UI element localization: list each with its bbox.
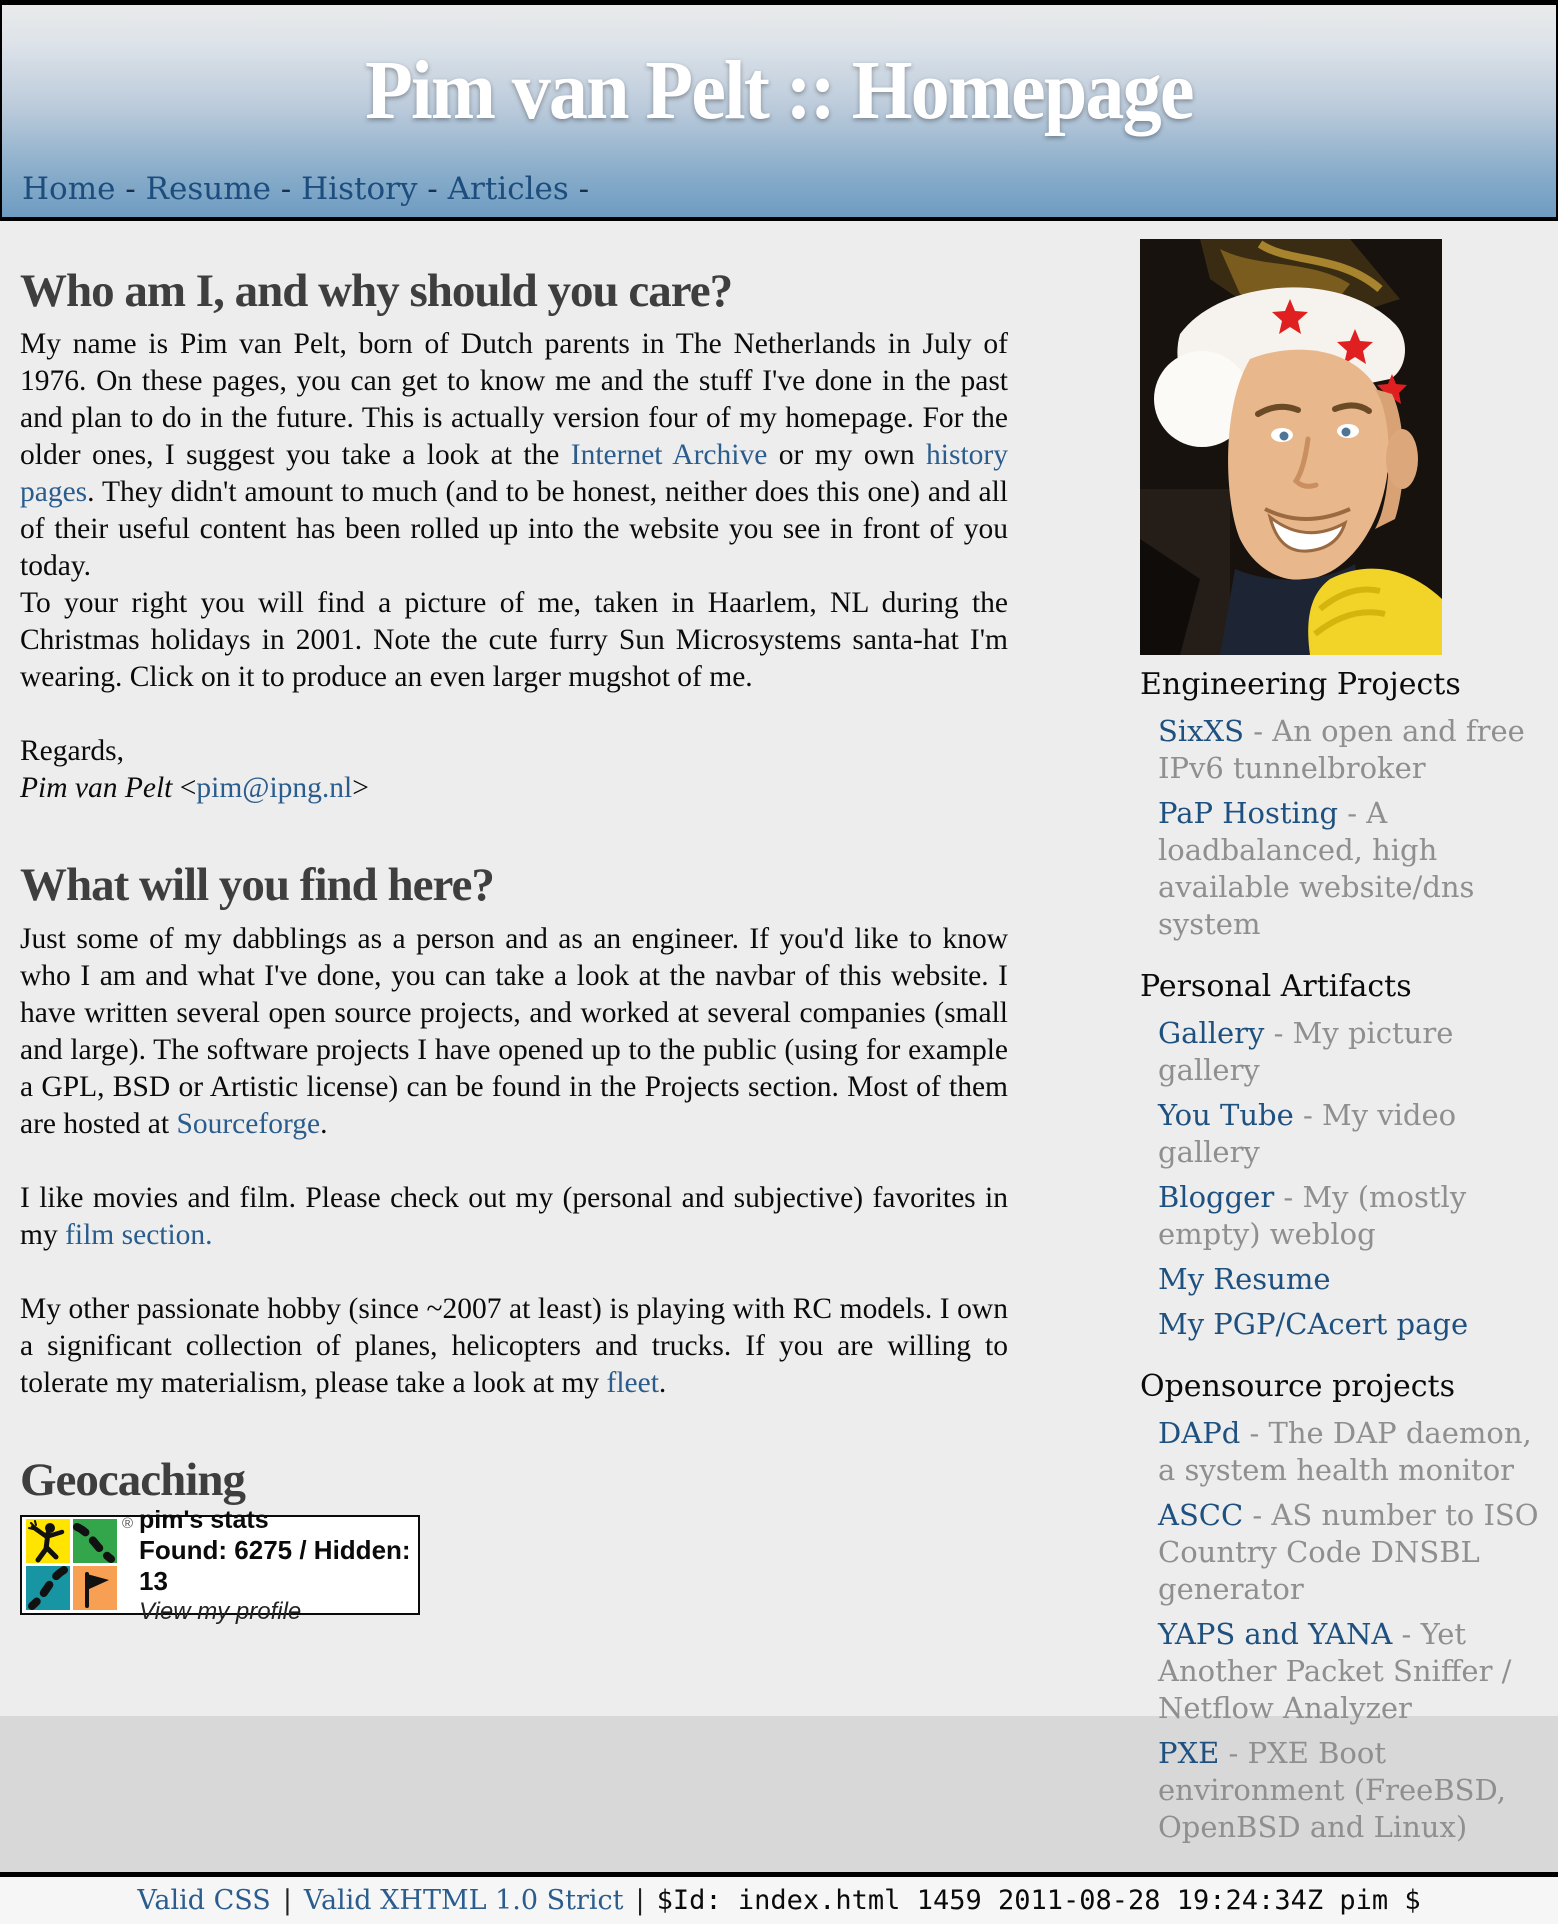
valid-css-link[interactable]: Valid CSS (137, 1885, 271, 1916)
sidebar-section-title: Engineering Projects (1140, 667, 1461, 702)
sidebar-list-item (1158, 1015, 1540, 1089)
nav-link-resume[interactable]: Resume (145, 171, 271, 207)
sidebar-link[interactable]: My PGP/CAcert page (1158, 1307, 1469, 1341)
sidebar-section (1140, 667, 1540, 943)
sidebar-list-item (1158, 1179, 1540, 1253)
sidebar-list-item (1158, 1097, 1540, 1171)
inline-link[interactable]: film section. (65, 1218, 213, 1251)
portrait-photo[interactable] (1140, 239, 1442, 655)
sidebar-list (1140, 713, 1540, 943)
body-text: . They didn't amount to much (and to be honest, neither does this one) and all of their useful content has been rolled up into the website you see in front of you today. (20, 476, 1008, 583)
body-text: or my own (767, 439, 927, 472)
body-text: Regards, (20, 735, 125, 768)
body-text: < (172, 772, 197, 805)
body-text: I like movies and film. Please check out my (personal and subjective) favorites in my (20, 1181, 1008, 1251)
sidebar-link-description: - An open and free IPv6 tunnelbroker (1158, 714, 1525, 785)
body-text: . (658, 1366, 667, 1399)
body-text: . (320, 1107, 328, 1140)
footer-revision-id: $Id: index.html 1459 2011-08-28 19:24:34Z pim $ (656, 1885, 1421, 1916)
sidebar-link-description: - The DAP daemon, a system health monitor (1158, 1416, 1532, 1487)
inline-link[interactable]: Sourceforge (176, 1107, 321, 1140)
site-header (0, 5, 1558, 221)
paragraph (20, 921, 1008, 1143)
sidebar-link[interactable]: PaP Hosting (1158, 796, 1339, 830)
nav-link-home[interactable]: Home (22, 171, 116, 207)
sidebar-link-description: - My picture gallery (1158, 1016, 1454, 1087)
section-heading: What will you find here? (20, 859, 494, 912)
sidebar-link-description: - Yet Another Packet Sniffer / Netflow Analyzer (1158, 1617, 1512, 1725)
footer (0, 1872, 1558, 1924)
paragraph (20, 585, 1008, 696)
geocaching-view-profile-link[interactable]: View my profile (139, 1597, 302, 1625)
sidebar-list (1140, 1015, 1540, 1343)
body-text: My name is Pim van Pelt, born of Dutch parents in The Netherlands in July of 1976. On these pages, you can get to know me and the stuff I've done in the past and plan to do in the future. This is actually version four of my homepage. For the older ones, I suggest you take a look at the (20, 328, 1008, 472)
footer-separator: | (635, 1885, 645, 1916)
sidebar-link[interactable]: DAPd (1158, 1416, 1241, 1450)
sidebar (1140, 237, 1540, 1872)
paragraph (20, 733, 1008, 807)
inline-link[interactable]: history pages (20, 439, 1008, 509)
emphasized-text: Pim van Pelt (20, 772, 173, 805)
sidebar-list-item (1158, 795, 1540, 943)
page-title (2, 5, 1556, 137)
inline-link[interactable]: fleet (606, 1366, 659, 1399)
valid-xhtml-link[interactable]: Valid XHTML 1.0 Strict (303, 1885, 624, 1916)
body-text: My other passionate hobby (since ~2007 at least) is playing with RC models. I own a significant collection of planes, helicopters and trucks. If you are willing to tolerate my materialism, please take a look at my (20, 1292, 1008, 1399)
geocaching-logo (26, 1515, 133, 1611)
main-navigation: Home - Resume - History - Articles - (22, 171, 590, 207)
sidebar-link[interactable]: ASCC (1158, 1498, 1244, 1532)
sidebar-link[interactable]: Gallery (1158, 1016, 1265, 1050)
sidebar-link[interactable]: Blogger (1158, 1180, 1275, 1214)
inline-link[interactable]: Internet Archive (570, 439, 768, 472)
geocaching-found-hidden: Found: 6275 / Hidden: 13 (139, 1534, 411, 1596)
geocaching-stats-badge[interactable] (20, 1505, 420, 1625)
body-text: To your right you will find a picture of me, taken in Haarlem, NL during the Christmas holidays in 2001. Note the cute furry Sun Microsystems santa-hat I'm wearing. Click on it to produce an even larger mugshot of me. (20, 587, 1008, 694)
sidebar-section (1140, 969, 1540, 1343)
body-text: Just some of my dabblings as a person and as an engineer. If you'd like to know who I am and what I've done, you can take a look at the navbar of this website. I have written several open source projects, and worked at several companies (small and large). The software projects I have opened up to the public (using for example a GPL, BSD or Artistic license) can be found in the Projects section. Most of them are hosted at (20, 922, 1008, 1140)
main-column (20, 237, 1008, 1872)
footer-separator: | (282, 1885, 292, 1916)
sidebar-link-description: - PXE Boot environment (FreeBSD, OpenBSD and Linux) (1158, 1736, 1506, 1844)
sidebar-list (1140, 1415, 1540, 1846)
sidebar-sections (1140, 667, 1540, 1846)
sidebar-link[interactable]: You Tube (1158, 1098, 1294, 1132)
sidebar-list-item (1158, 1497, 1540, 1608)
sidebar-section (1140, 1369, 1540, 1846)
paragraph (20, 1180, 1008, 1254)
sidebar-list-item (1158, 713, 1540, 787)
sidebar-link[interactable]: My Resume (1158, 1262, 1331, 1296)
sidebar-list-item (1158, 1261, 1540, 1298)
geocaching-stats-title: pim's stats (139, 1505, 269, 1534)
sidebar-link[interactable]: YAPS and YANA (1158, 1617, 1393, 1651)
body-text: > (352, 772, 369, 805)
sidebar-section-title: Opensource projects (1140, 1369, 1455, 1404)
nav-link-history[interactable]: History (301, 171, 418, 207)
inline-link[interactable]: pim@ipng.nl (196, 772, 353, 805)
paragraph (20, 1291, 1008, 1402)
sidebar-section-title: Personal Artifacts (1140, 969, 1412, 1004)
sidebar-list-item (1158, 1735, 1540, 1846)
sidebar-link-description: - AS number to ISO Country Code DNSBL generator (1158, 1498, 1539, 1606)
content-area (0, 221, 1558, 1872)
section-heading: Who am I, and why should you care? (20, 265, 733, 317)
sidebar-link[interactable]: SixXS (1158, 714, 1245, 748)
page-title-text: Pim van Pelt :: Homepage (365, 44, 1193, 137)
geocaching-flag-icon (73, 1566, 117, 1610)
sidebar-link[interactable]: PXE (1158, 1736, 1220, 1770)
geocaching-badge-text (139, 1505, 418, 1626)
geocaching-trail2-icon (26, 1566, 70, 1610)
nav-link-articles[interactable]: Articles (447, 171, 569, 207)
sidebar-list-item (1158, 1616, 1540, 1727)
sidebar-link-description: - My video gallery (1158, 1098, 1457, 1169)
sidebar-link-description: - A loadbalanced, high available website/dns system (1158, 796, 1475, 941)
sidebar-list-item (1158, 1306, 1540, 1343)
main-sections (20, 267, 1008, 1505)
sidebar-list-item (1158, 1415, 1540, 1489)
registered-mark: ® (121, 1515, 133, 1533)
sidebar-link-description: - My (mostly empty) weblog (1158, 1180, 1467, 1251)
section-heading: Geocaching (20, 1453, 245, 1506)
geocaching-trail-icon (73, 1519, 117, 1563)
paragraph (20, 326, 1008, 585)
geocaching-person-icon (26, 1519, 70, 1563)
